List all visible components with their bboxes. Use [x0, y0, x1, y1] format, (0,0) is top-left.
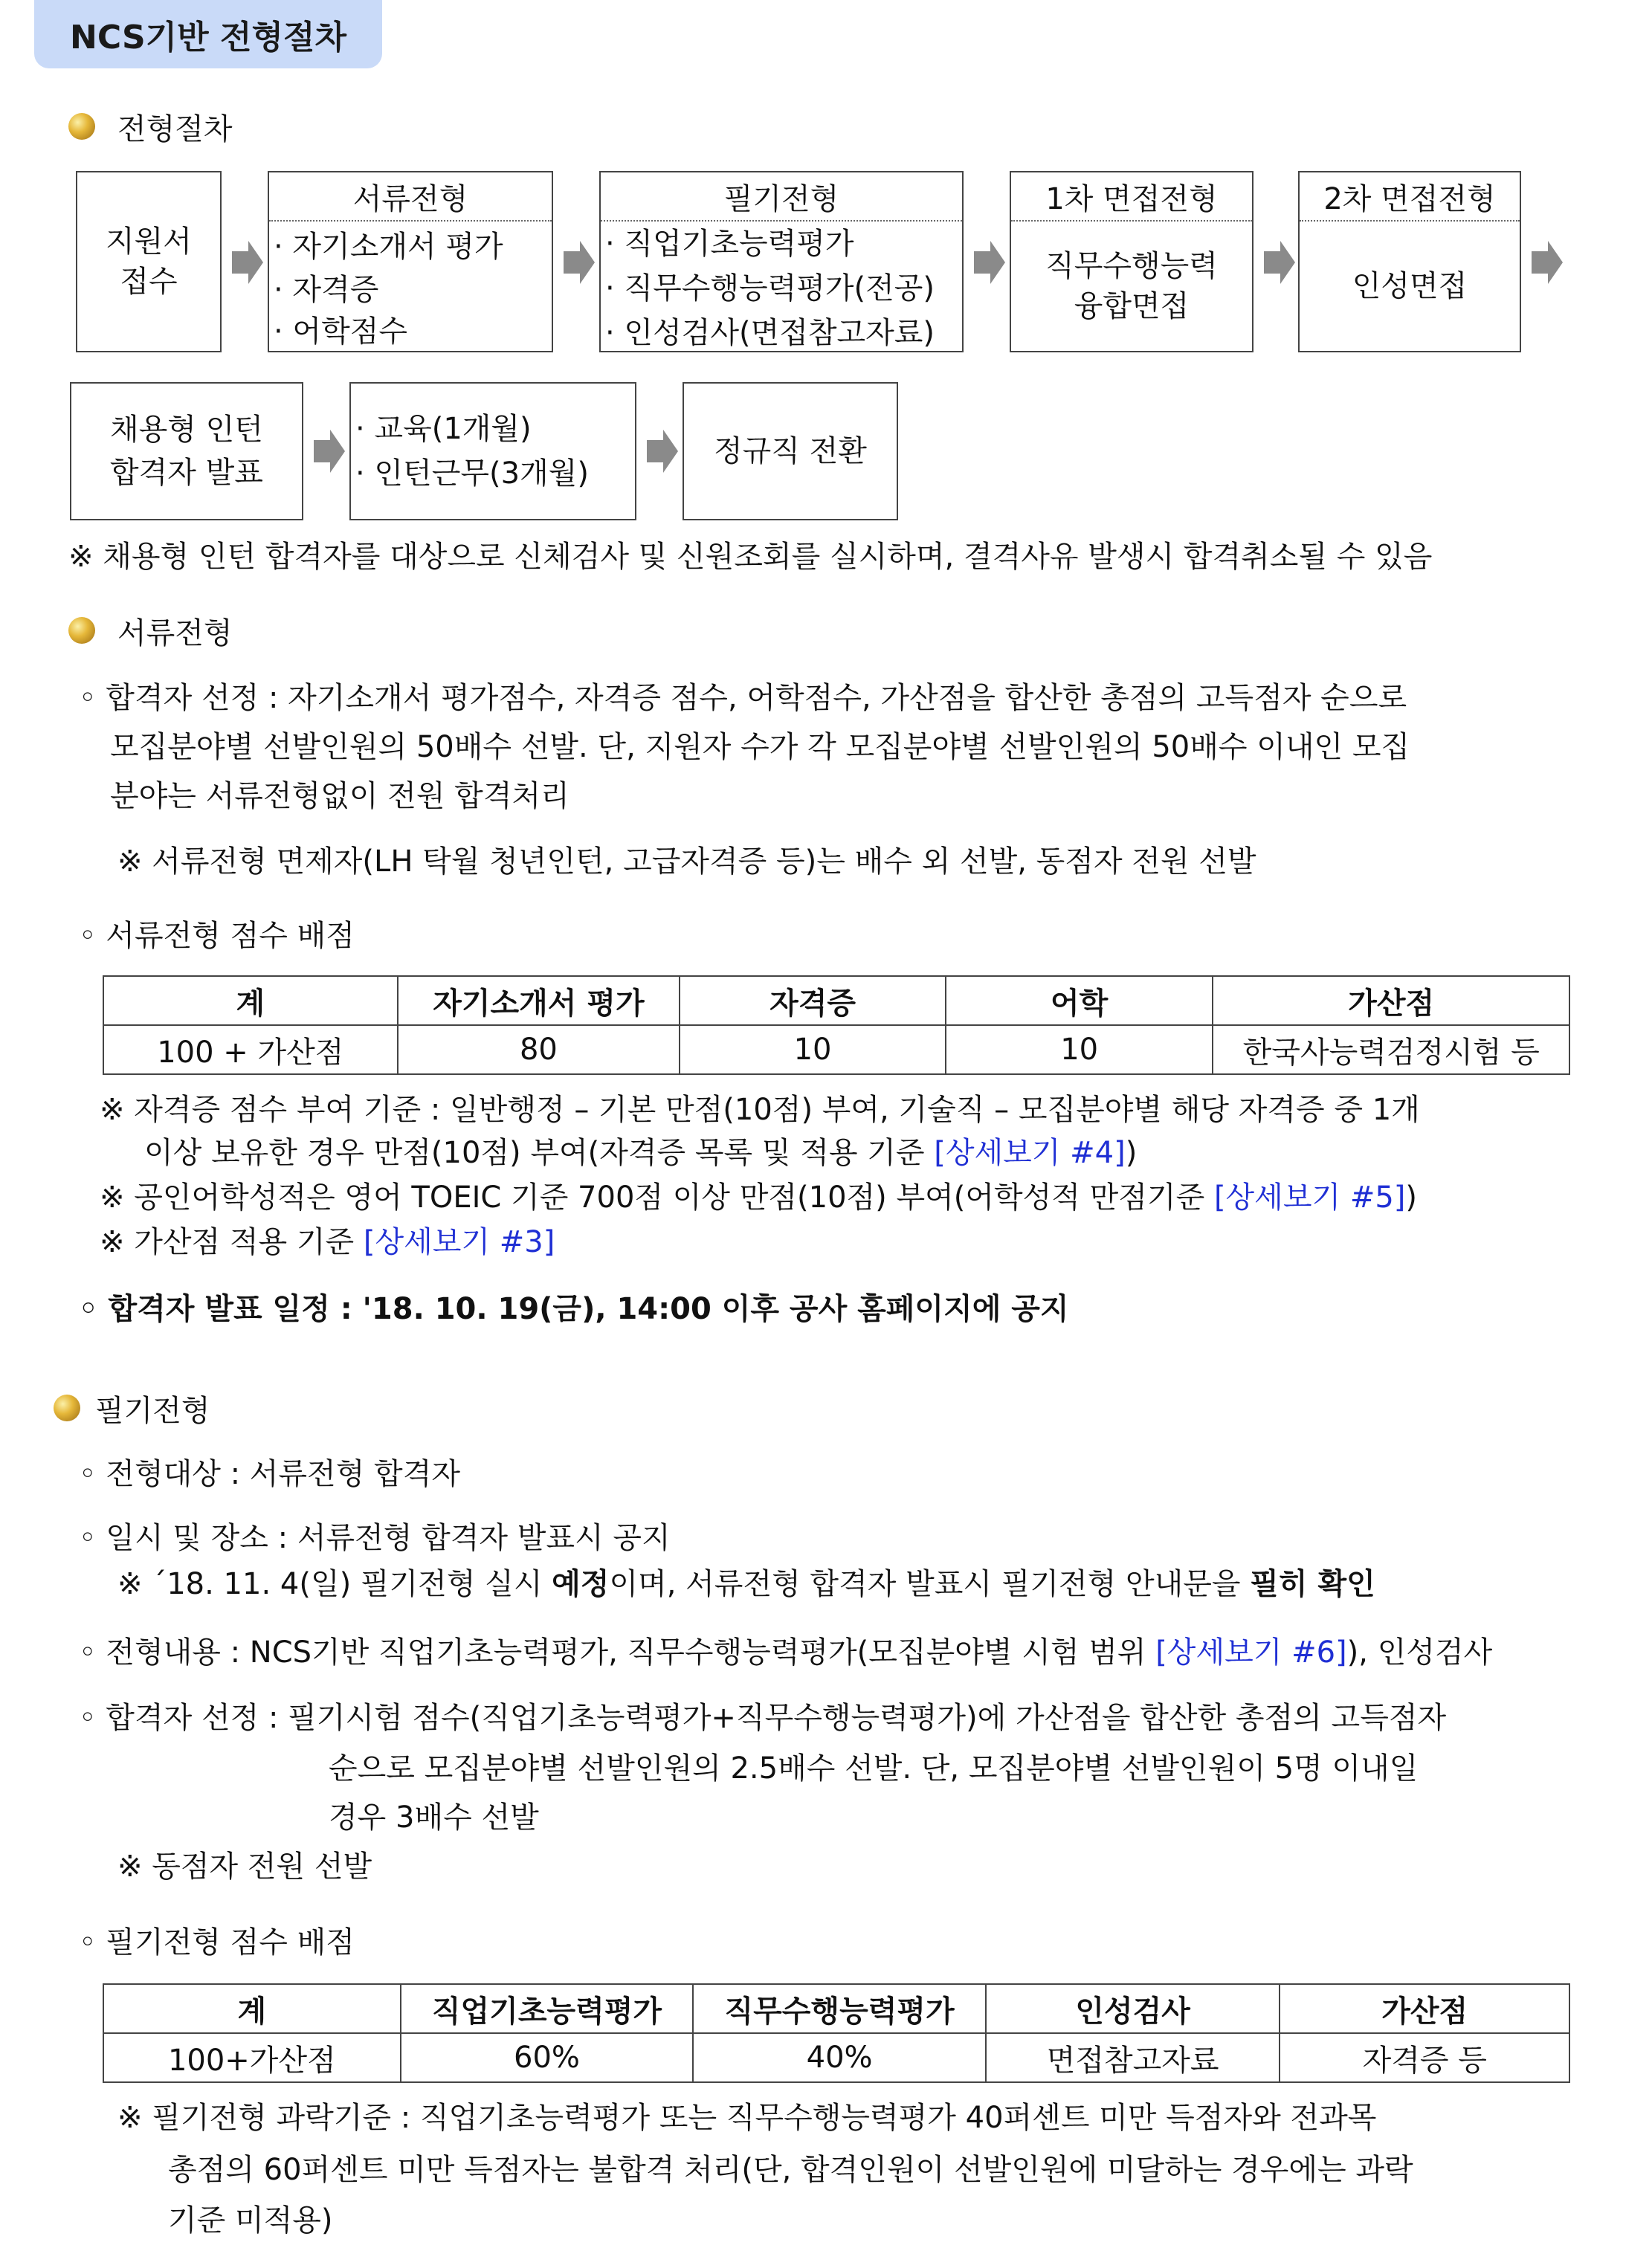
flow-announce-line2: 합격자 발표	[110, 456, 263, 490]
flow-announce-box	[70, 382, 303, 520]
flow-written-item: · 직업기초능력평가	[605, 227, 854, 261]
flow-announce-line1: 채용형 인턴	[110, 413, 263, 447]
table-cell: 100 + 가산점	[103, 1025, 398, 1074]
section-process	[68, 104, 233, 149]
written-select-line2: 순으로 모집분야별 선발인원의 2.5배수 선발. 단, 모집분야별 선발인원이 5명 이내일	[329, 1751, 1419, 1786]
flow-interview2-body: 인성면접	[1352, 269, 1468, 303]
flow-intern-item: · 교육(1개월)	[355, 412, 532, 446]
table-header-cell: 자격증	[680, 976, 946, 1025]
written-content	[79, 1628, 1492, 1677]
detail-link-6[interactable]: [상세보기 #6]	[1155, 1635, 1347, 1670]
flow-arrow-icon	[311, 427, 348, 476]
flow-intern-item: · 인턴근무(3개월)	[355, 456, 589, 491]
written-content-text: ◦ 전형내용 : NCS기반 직업기초능력평가, 직무수행능력평가(모집분야별 시험 범위	[79, 1635, 1156, 1670]
doc-cert-note-text: 이상 보유한 경우 만점(10점) 부여(자격증 목록 및 적용 기준	[144, 1136, 935, 1170]
flow-arrow-icon	[561, 238, 598, 287]
page-header-tab: NCS기반 전형절차	[34, 0, 382, 68]
schedule-note-bold: 필히 확인	[1250, 1567, 1375, 1601]
written-select-line3: 경우 3배수 선발	[329, 1800, 539, 1835]
flow-written-item: · 직무수행능력평가(전공)	[605, 271, 935, 306]
table-header-cell: 계	[103, 976, 398, 1025]
flow-interview1-line2: 융합면접	[1074, 289, 1190, 323]
flow-interview1-title: 1차 면접전형	[1011, 172, 1252, 222]
table-header-cell: 인성검사	[986, 1984, 1280, 2033]
written-cutoff-line3: 기준 미적용)	[168, 2203, 333, 2238]
flow-note: ※ 채용형 인턴 합격자를 대상으로 신체검사 및 신원조회를 실시하며, 결격사유 발생시 합격취소될 수 있음	[68, 540, 1433, 574]
doc-cert-note-line2	[144, 1128, 1137, 1178]
flow-apply-line2: 접수	[120, 265, 178, 299]
table-header-cell: 계	[103, 1984, 401, 2033]
doc-cert-note-end: )	[1125, 1136, 1138, 1170]
flow-interview1-box	[1010, 171, 1253, 352]
doc-select-line3: 분야는 서류전형없이 전원 합격처리	[110, 779, 570, 813]
flow-arrow-icon	[229, 238, 266, 287]
flow-doc-title: 서류전형	[269, 172, 552, 222]
flow-arrow-icon	[1529, 238, 1566, 287]
doc-score-heading: ◦ 서류전형 점수 배점	[79, 919, 355, 953]
flow-doc-item: · 어학점수	[274, 314, 407, 349]
detail-link-3[interactable]: [상세보기 #3]	[363, 1225, 555, 1259]
table-header-cell: 어학	[946, 976, 1213, 1025]
written-select-line1: ◦ 합격자 선정 : 필기시험 점수(직업기초능력평가+직무수행능력평가)에 가산점을 합산한 총점의 고득점자	[79, 1701, 1447, 1735]
flow-convert-label: 정규직 전환	[714, 434, 867, 468]
flow-convert-box	[683, 382, 898, 520]
table-header-cell: 가산점	[1213, 976, 1569, 1025]
table-row	[103, 2033, 1569, 2082]
doc-cert-note-line1: ※ 자격증 점수 부여 기준 : 일반행정 – 기본 만점(10점) 부여, 기술직 – 모집분야별 해당 자격증 중 1개	[100, 1093, 1420, 1127]
flow-interview2-title: 2차 면접전형	[1300, 172, 1520, 222]
doc-announce: ◦ 합격자 발표 일정 : '18. 10. 19(금), 14:00 이후 공사 홈페이지에 공지	[79, 1292, 1069, 1326]
flow-interview1-line1: 직무수행능력	[1045, 249, 1218, 283]
schedule-note-text: ※ ´18. 11. 4(일) 필기전형 실시	[117, 1567, 552, 1601]
bullet-ball-icon	[68, 113, 95, 140]
table-cell: 100+가산점	[103, 2033, 401, 2082]
written-target: ◦ 전형대상 : 서류전형 합격자	[79, 1457, 460, 1491]
doc-score-table	[103, 975, 1570, 1075]
flow-doc-item: · 자기소개서 평가	[274, 230, 503, 264]
doc-exempt-note: ※ 서류전형 면제자(LH 탁월 청년인턴, 고급자격증 등)는 배수 외 선발, 동점자 전원 선발	[117, 844, 1256, 879]
flow-arrow-icon	[1261, 238, 1298, 287]
table-cell: 10	[680, 1025, 946, 1074]
table-header-cell: 자기소개서 평가	[398, 976, 680, 1025]
table-cell: 한국사능력검정시험 등	[1213, 1025, 1569, 1074]
flow-written-box	[599, 171, 964, 352]
flow-intern-box	[349, 382, 636, 520]
table-row	[103, 1025, 1569, 1074]
table-cell: 면접참고자료	[986, 2033, 1280, 2082]
doc-bonus-note-text: ※ 가산점 적용 기준	[100, 1225, 364, 1259]
flow-doc-item: · 자격증	[274, 273, 379, 307]
table-cell: 60%	[401, 2033, 694, 2082]
doc-lang-note	[100, 1173, 1417, 1222]
detail-link-4[interactable]: [상세보기 #4]	[934, 1136, 1126, 1170]
written-content-end: ), 인성검사	[1346, 1635, 1493, 1670]
doc-lang-note-end: )	[1405, 1180, 1417, 1215]
table-cell: 자격증 등	[1280, 2033, 1569, 2082]
table-cell: 10	[946, 1025, 1213, 1074]
flow-written-item: · 인성검사(면접참고자료)	[605, 316, 935, 350]
flow-doc-box	[268, 171, 553, 352]
written-score-heading: ◦ 필기전형 점수 배점	[79, 1925, 355, 1960]
schedule-note-text: 이며, 서류전형 합격자 발표시 필기전형 안내문을	[609, 1567, 1251, 1601]
written-score-table	[103, 1983, 1570, 2083]
table-header-cell: 직무수행능력평가	[693, 1984, 986, 2033]
detail-link-5[interactable]: [상세보기 #5]	[1213, 1180, 1406, 1215]
written-schedule-note	[117, 1560, 1375, 1609]
section-document-title: 서류전형	[117, 616, 233, 650]
section-written-title: 필기전형	[95, 1393, 210, 1428]
bullet-ball-icon	[54, 1395, 80, 1421]
table-cell: 80	[398, 1025, 680, 1074]
doc-select-line1: ◦ 합격자 선정 : 자기소개서 평가점수, 자격증 점수, 어학점수, 가산점을 합산한 총점의 고득점자 순으로	[79, 681, 1407, 715]
flow-written-title: 필기전형	[601, 172, 962, 222]
table-header-cell: 직업기초능력평가	[401, 1984, 694, 2033]
doc-bonus-note	[100, 1218, 555, 1267]
section-process-title: 전형절차	[117, 112, 233, 146]
written-cutoff-line1: ※ 필기전형 과락기준 : 직업기초능력평가 또는 직무수행능력평가 40퍼센트 미만 득점자와 전과목	[117, 2101, 1377, 2135]
written-tie-note: ※ 동점자 전원 선발	[117, 1850, 372, 1884]
section-document	[68, 608, 233, 653]
flow-apply-box	[76, 171, 222, 352]
flow-arrow-icon	[644, 427, 681, 476]
flow-apply-line1: 지원서	[106, 224, 192, 259]
table-header-cell: 가산점	[1280, 1984, 1569, 2033]
table-cell: 40%	[693, 2033, 986, 2082]
doc-select-line2: 모집분야별 선발인원의 50배수 선발. 단, 지원자 수가 각 모집분야별 선발인원의 50배수 이내인 모집	[110, 730, 1410, 764]
flow-arrow-icon	[971, 238, 1008, 287]
doc-lang-note-text: ※ 공인어학성적은 영어 TOEIC 기준 700점 이상 만점(10점) 부여(어학성적 만점기준	[100, 1180, 1214, 1215]
flow-interview2-box	[1298, 171, 1521, 352]
written-cutoff-line2: 총점의 60퍼센트 미만 득점자는 불합격 처리(단, 합격인원이 선발인원에 미달하는 경우에는 과락	[168, 2153, 1413, 2187]
schedule-note-bold: 예정	[552, 1567, 610, 1601]
section-written	[54, 1386, 210, 1430]
bullet-ball-icon	[68, 617, 95, 644]
written-schedule: ◦ 일시 및 장소 : 서류전형 합격자 발표시 공지	[79, 1521, 671, 1555]
